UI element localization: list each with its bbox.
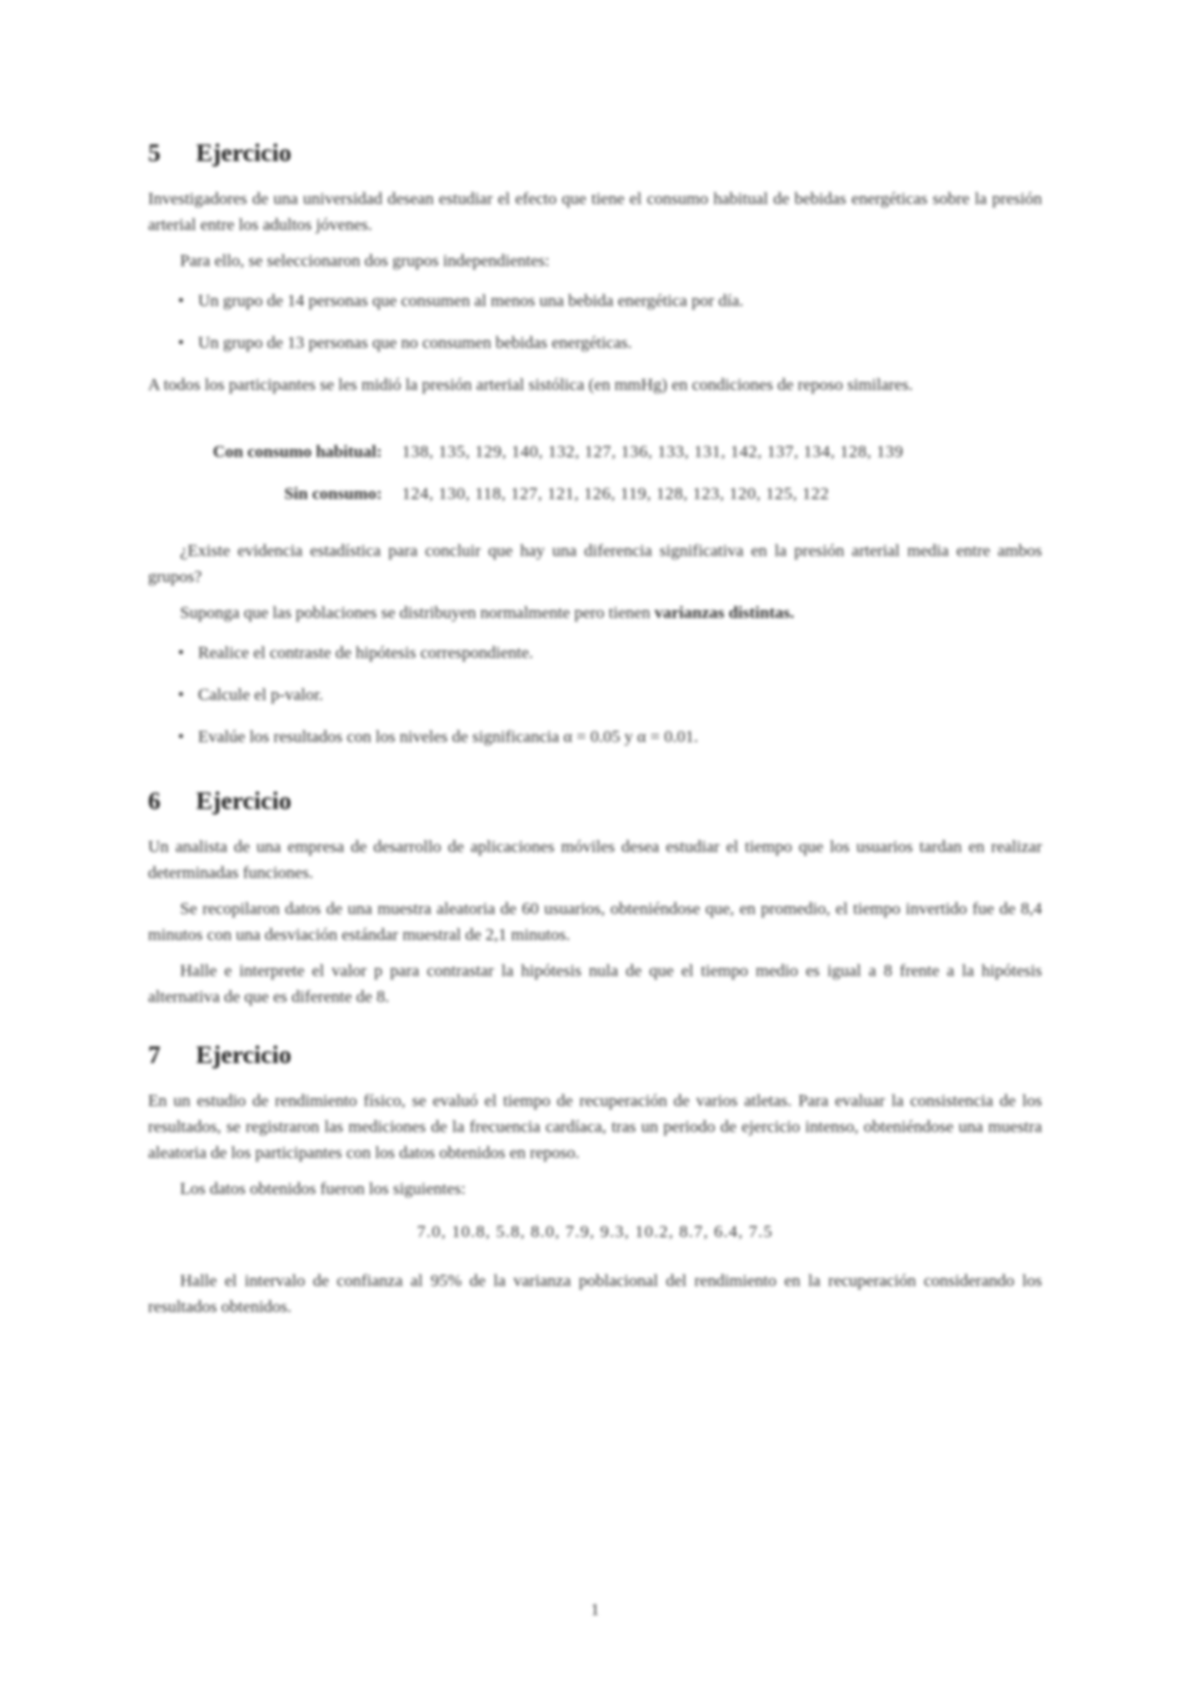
data-table — [148, 442, 1042, 504]
page-number: 1 — [590, 1600, 600, 1619]
bullet-icon: • — [178, 727, 184, 746]
bold-text: varianzas distintas. — [654, 603, 795, 622]
row-values: 138, 135, 129, 140, 132, 127, 136, 133, 131, 142, 137, 134, 128, 139 — [402, 442, 904, 461]
table-row — [148, 484, 1042, 504]
section-heading — [148, 140, 1042, 168]
list-item — [178, 682, 1042, 708]
bullet-icon: • — [178, 643, 184, 662]
table-row — [148, 442, 1042, 462]
bullet-icon: • — [178, 291, 184, 310]
row-values: 124, 130, 118, 127, 121, 126, 119, 128, 123, 120, 125, 122 — [402, 484, 830, 503]
text-run: Suponga que las poblaciones se distribuyen normalmente pero tienen — [180, 603, 651, 622]
section-heading — [148, 788, 1042, 816]
paragraph: Investigadores de una universidad desean estudiar el efecto que tiene el consumo habitual de bebidas energéticas sobre la presión arterial entre los adultos jóvenes. — [148, 189, 1042, 234]
section-7 — [148, 1042, 1042, 1320]
list-item-text: Evalúe los resultados con los niveles de significancia α = 0.05 y α = 0.01. — [198, 727, 699, 746]
paragraph: Un analista de una empresa de desarrollo de aplicaciones móviles desea estudiar el tiempo que los usuarios tardan en realizar determinadas funciones. — [148, 837, 1042, 882]
bullet-icon: • — [178, 333, 184, 352]
data-values: 7.0, 10.8, 5.8, 8.0, 7.9, 9.3, 10.2, 8.7, 6.4, 7.5 — [417, 1222, 773, 1241]
paragraph: ¿Existe evidencia estadística para concluir que hay una diferencia significativa en la presión arterial media entre ambos grupos? — [148, 541, 1042, 586]
list-item-text: Un grupo de 14 personas que consumen al menos una bebida energética por día. — [198, 291, 744, 310]
paragraph: Para ello, se seleccionaron dos grupos independientes: — [180, 251, 550, 270]
list-item-text: Un grupo de 13 personas que no consumen bebidas energéticas. — [198, 333, 633, 352]
list-item-text: Calcule el p-valor. — [198, 685, 324, 704]
section-title: Ejercicio — [196, 788, 292, 815]
bullet-icon: • — [178, 685, 184, 704]
group-list — [178, 288, 1042, 356]
paragraph: A todos los participantes se les midió la presión arterial sistólica (en mmHg) en condiciones de reposo similares. — [148, 375, 913, 394]
paragraph: Se recopilaron datos de una muestra aleatoria de 60 usuarios, obteniéndose que, en promedio, el tiempo invertido fue de 8,4 minutos con una desviación estándar muestral de 2,1 minutos. — [148, 899, 1042, 944]
task-list — [178, 640, 1042, 750]
section-number: 7 — [148, 1042, 161, 1069]
section-title: Ejercicio — [196, 140, 292, 167]
section-heading — [148, 1042, 1042, 1070]
paragraph: Los datos obtenidos fueron los siguientes: — [180, 1179, 466, 1198]
list-item — [178, 330, 1042, 356]
list-item — [178, 288, 1042, 314]
section-title: Ejercicio — [196, 1042, 292, 1069]
section-6 — [148, 788, 1042, 1010]
list-item — [178, 640, 1042, 666]
paragraph: Halle e interprete el valor p para contrastar la hipótesis nula de que el tiempo medio es igual a 8 frente a la hipótesis alternativa de que es diferente de 8. — [148, 961, 1042, 1006]
paragraph: En un estudio de rendimiento físico, se evaluó el tiempo de recuperación de varios atletas. Para evaluar la consistencia de los resultados, se registraron las mediciones de la frecuencia cardíaca, tras un periodo de ejercicio intenso, obteniéndose una muestra aleatoria de los participantes con los datos obtenidos en reposo. — [148, 1091, 1042, 1162]
paragraph — [148, 600, 1042, 626]
section-number: 5 — [148, 140, 161, 167]
row-label: Sin consumo: — [284, 484, 382, 503]
row-label: Con consumo habitual: — [212, 442, 382, 461]
list-item — [178, 724, 1042, 750]
paragraph: Halle el intervalo de confianza al 95% de la varianza poblacional del rendimiento en la recuperación considerando los resultados obtenidos. — [148, 1271, 1042, 1316]
section-5 — [148, 140, 1042, 750]
section-number: 6 — [148, 788, 161, 815]
list-item-text: Realice el contraste de hipótesis correspondiente. — [198, 643, 534, 662]
